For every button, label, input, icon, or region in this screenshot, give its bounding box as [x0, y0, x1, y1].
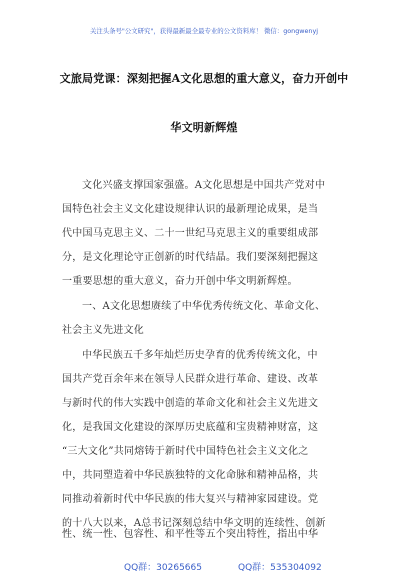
paragraph-line: 国共产党百余年来在领导人民群众进行革命、建设、改革 [62, 374, 319, 385]
section-heading-line: 一、A文化思想赓续了中华优秀传统文化、革命文化、 [82, 301, 326, 312]
qq-group-2: QQ群：535304092 [238, 563, 322, 573]
paragraph-line: 一重要思想的重大意义，奋力开创中华文明新辉煌。 [62, 276, 298, 287]
paragraph-line: 中华民族五千多年灿烂历史孕育的优秀传统文化，中 [82, 350, 318, 361]
document-title-line-2: 华文明新辉煌 [170, 121, 238, 134]
paragraph-line: 分，是文化理论守正创新的时代结晶。我们要深刻把握这 [62, 252, 319, 263]
paragraph-line: 与新时代的伟大实践中创造的革命文化和社会主义先进文 [62, 398, 319, 409]
qq-group-1: QQ群：30265665 [124, 563, 202, 573]
promo-banner: 关注头条号"公文研究"，获得最新最全最专业的公文资料库！ 微信：gongwenyj [89, 27, 319, 35]
paragraph-line: 文化兴盛支撑国家强盛。A文化思想是中国共产党对中 [82, 180, 326, 191]
paragraph-line: 的十八大以来，A总书记深刻总结中华文明的连续性、创新 [62, 518, 326, 529]
document-title-line-1: 文旅局党课：深刻把握A文化思想的重大意义，奋力开创中 [59, 72, 349, 85]
paragraph-line: 性、统一性、包容性、和平性等五个突出特性，指出中华 [62, 529, 319, 540]
paragraph-line: 中，共同塑造着中华民族独特的文化命脉和精神品格，共 [62, 470, 319, 481]
section-heading-line: 社会主义先进文化 [62, 325, 144, 336]
paragraph-line: 同推动着新时代中华民族的伟大复兴与精神家园建设。党 [62, 494, 319, 505]
paragraph-line: “三大文化”共同熔铸于新时代中国特色社会主义文化之 [62, 446, 309, 457]
paragraph-line: 国特色社会主义文化建设规律认识的最新理论成果，是当 [62, 204, 319, 215]
paragraph-line: 化，是我国文化建设的深厚历史底蕴和宝贵精神财富，这 [62, 422, 319, 433]
paragraph-line: 代中国马克思主义、二十一世纪马克思主义的重要组成部 [62, 228, 319, 239]
